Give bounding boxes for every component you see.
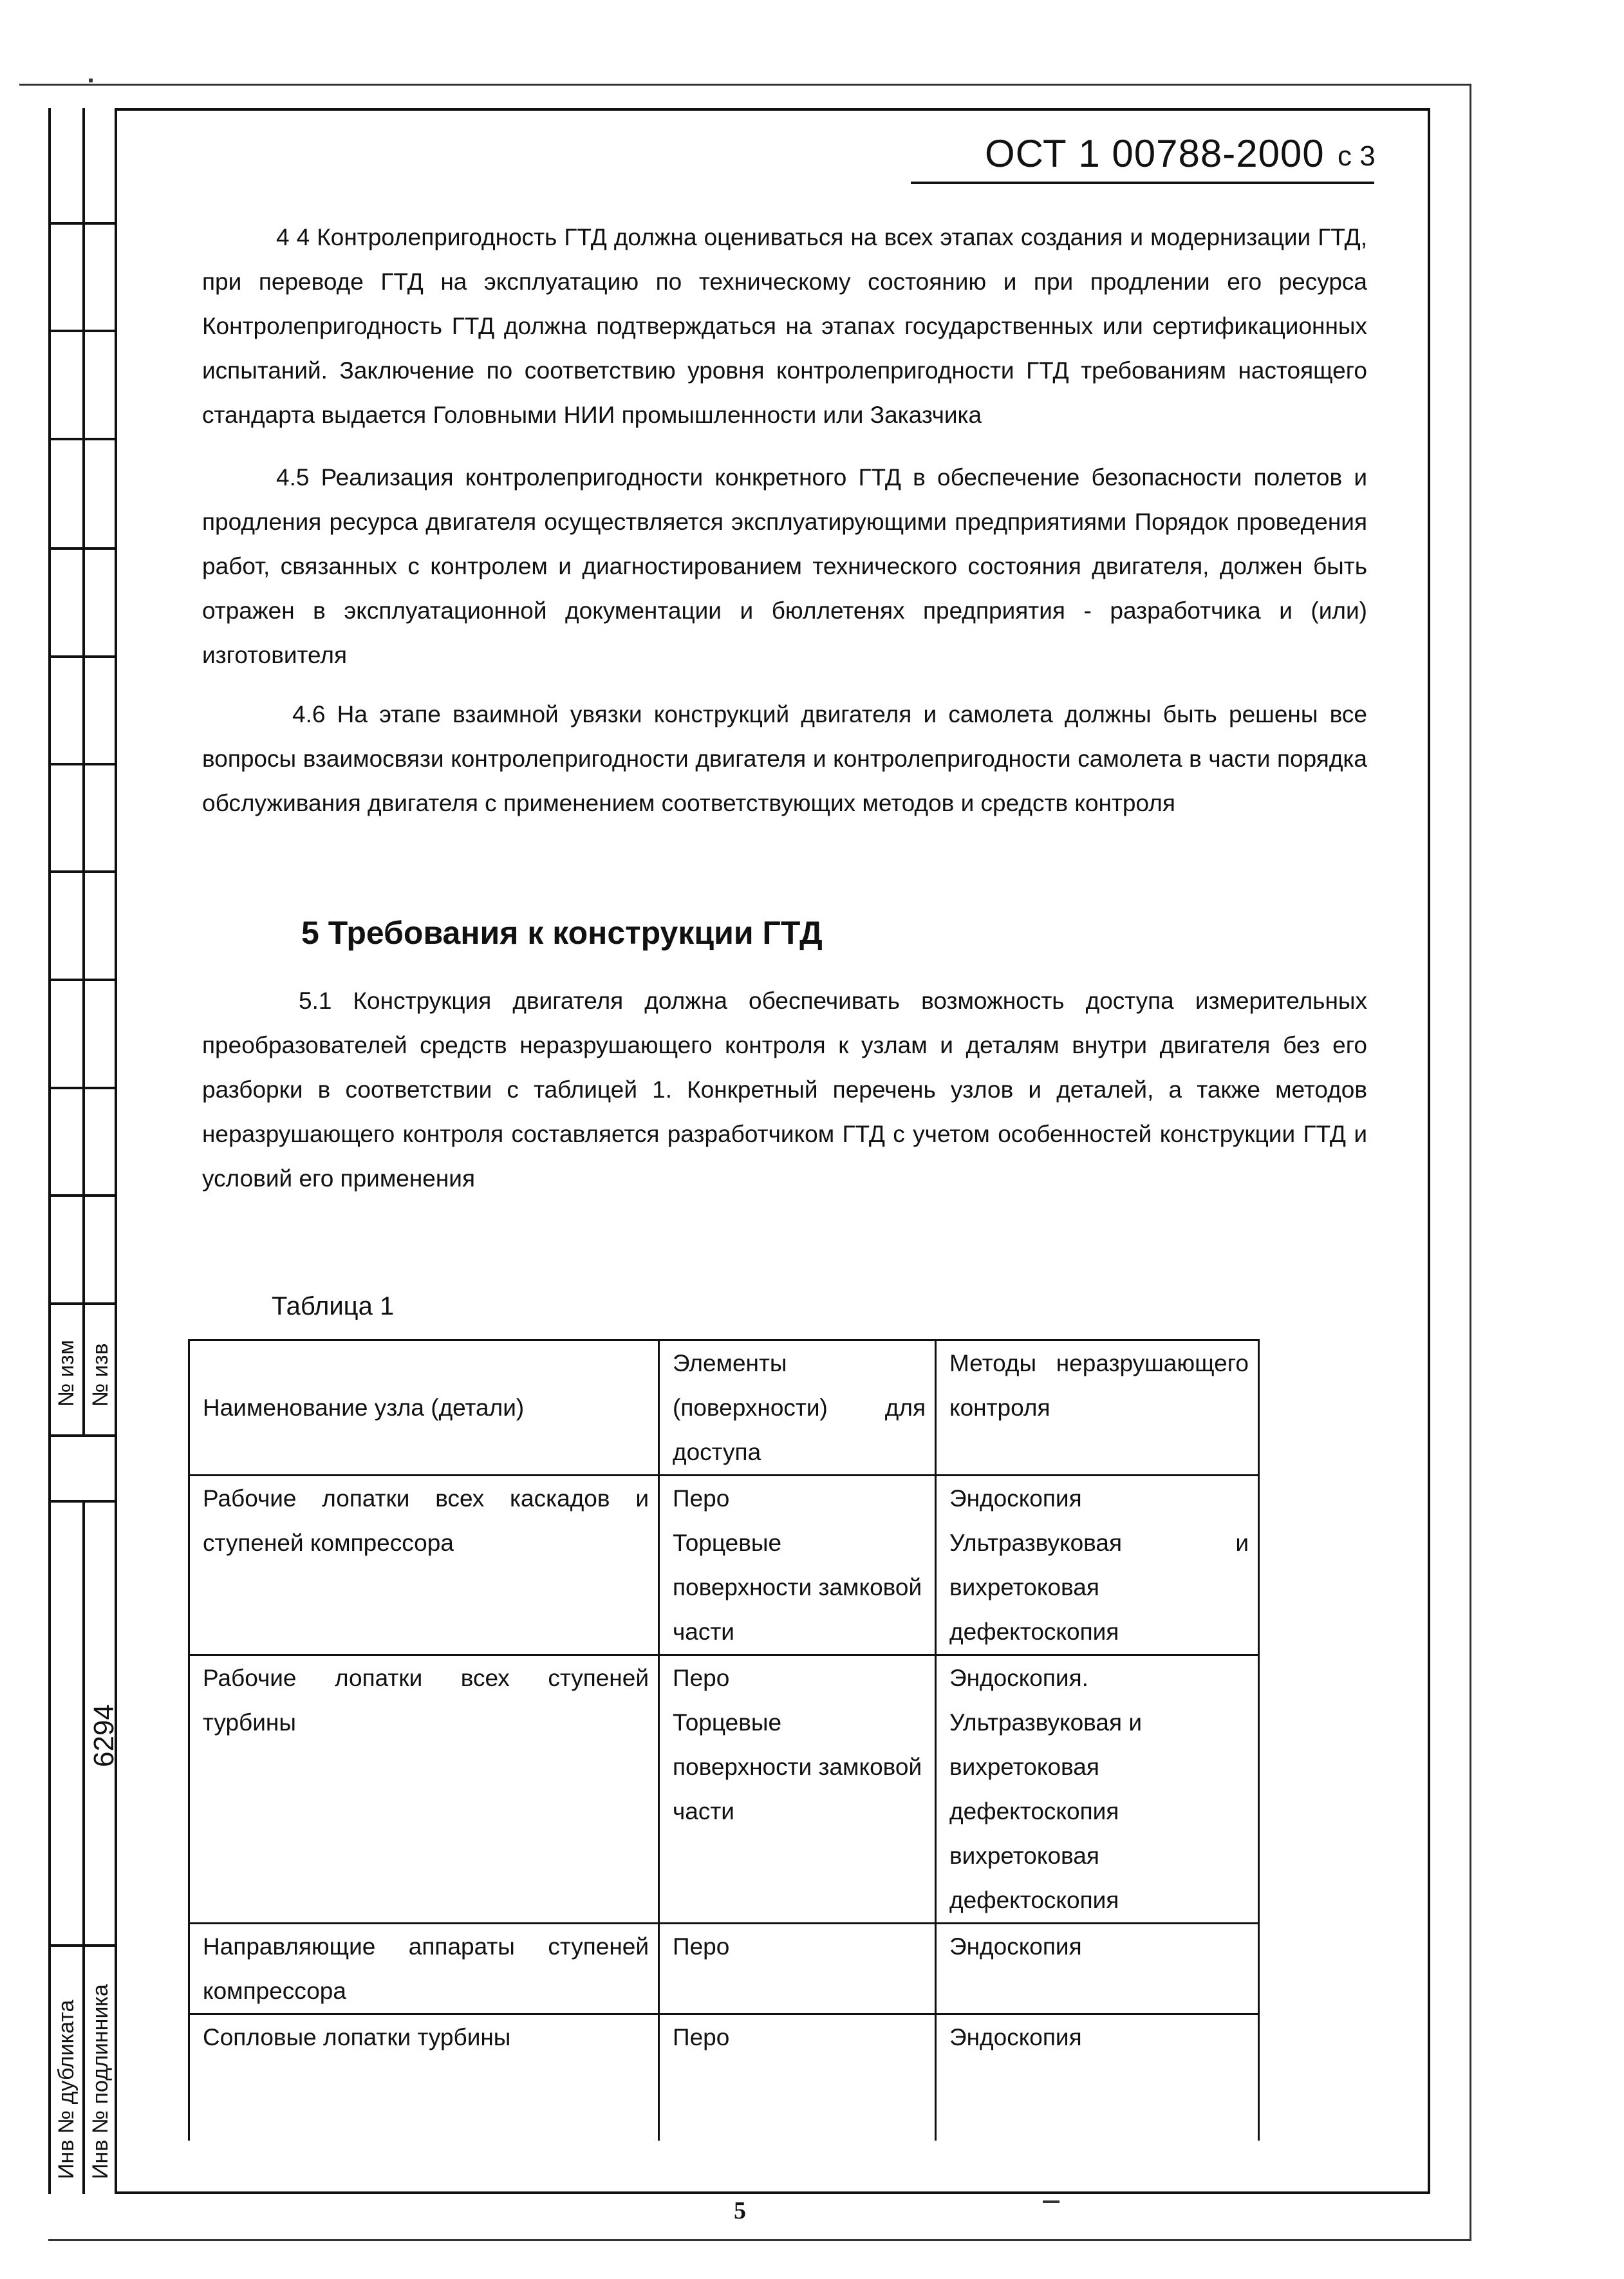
header-cell: Методы неразрушающего контроля xyxy=(936,1340,1259,1476)
table-cell: Перо xyxy=(659,2014,936,2141)
table-cell: Сопловые лопатки турбины xyxy=(189,2014,659,2141)
cell-line: Эндоскопия. xyxy=(949,1665,1088,1691)
strip-cell-line xyxy=(48,655,115,658)
inventory-number: 6294 xyxy=(88,1704,120,1767)
header-underline xyxy=(911,182,1374,184)
strip-mid-line-top xyxy=(82,108,85,1434)
strip-cell-line xyxy=(48,979,115,981)
cell-line: Перо xyxy=(673,1665,730,1691)
strip-mid-line-bottom xyxy=(82,1500,85,2194)
strip-cell-line xyxy=(48,870,115,873)
page-label: с 3 xyxy=(1338,140,1376,172)
cell-line: Ультразвуковая и вихретоковая дефектоскопия xyxy=(949,1530,1249,1645)
table-row xyxy=(189,1924,1259,2014)
no-izm-label: № изм xyxy=(54,1340,79,1407)
strip-cell-line xyxy=(48,1087,115,1089)
cell-line: Ультразвуковая и вихретоковая дефектоскопия xyxy=(949,1709,1142,1824)
strip-outer-line xyxy=(48,108,51,2194)
strip-cell-line xyxy=(48,547,115,550)
page-number: 5 xyxy=(734,2197,746,2224)
strip-cell-line xyxy=(48,1302,115,1305)
table-cell: Перо xyxy=(659,1924,936,2014)
section-title: 5 Требования к конструкции ГТД xyxy=(301,915,823,951)
strip-cell-line xyxy=(48,1194,115,1197)
paragraph-4-5-text: 4.5 Реализация контролепригодности конкретного ГТД в обеспечение безопасности полетов и продления ресурса двигателя осуществляется эксплуатирующими предприятиями Порядок проведения работ, связанных с контролем и диагностированием технического состояния двигателя, должен быть отражен в эксплуатационной документации и бюллетенях предприятия - разработчика и (или) изготовителя xyxy=(202,464,1367,668)
cell-line: Перо xyxy=(673,1485,730,1512)
scan-top-edge xyxy=(19,84,1471,86)
table-cell: Направляющие аппараты ступеней компрессора xyxy=(189,1924,659,2014)
cell-line: Эндоскопия xyxy=(949,1485,1082,1512)
no-izv-label: № изв xyxy=(88,1343,113,1407)
header-cell: Элементы (поверхности) для доступа xyxy=(659,1340,936,1476)
table-cell: Эндоскопия xyxy=(936,2014,1259,2141)
table-header-row xyxy=(189,1340,1259,1476)
strip-cell-line xyxy=(48,222,115,225)
paragraph-5-1 xyxy=(202,979,1367,1201)
table-row xyxy=(189,1655,1259,1924)
table-cell: Рабочие лопатки всех каскадов и ступеней компрессора xyxy=(189,1476,659,1655)
strip-cell-line xyxy=(48,1944,115,1947)
table-cell xyxy=(936,1476,1259,1655)
table-1 xyxy=(188,1339,1260,2141)
cell-line: вихретоковая дефектоскопия xyxy=(949,1843,1119,1913)
cell-line: Торцевые поверхности замковой части xyxy=(673,1530,922,1645)
strip-cell-line xyxy=(48,438,115,440)
table-caption: Таблица 1 xyxy=(272,1292,395,1320)
scan-right-edge xyxy=(1470,84,1471,2240)
inv-original-label: Инв № подлинника xyxy=(88,1984,113,2179)
table-cell xyxy=(936,1655,1259,1924)
table-cell xyxy=(659,1476,936,1655)
scan-mark xyxy=(1043,2200,1059,2203)
table-cell xyxy=(659,1655,936,1924)
header-cell: Наименование узла (детали) xyxy=(189,1340,659,1476)
scan-bottom-edge xyxy=(48,2239,1471,2241)
table-row xyxy=(189,2014,1259,2141)
paragraph-5-1-text: 5.1 Конструкция двигателя должна обеспечивать возможность доступа измерительных преобразователей средств неразрушающего контроля к узлам и деталям внутри двигателя без его разборки в соответствии с таблицей 1. Конкретный перечень узлов и деталей, а также методов неразрушающего контроля составляется разработчиком ГТД с учетом особенностей конструкции ГТД и условий его применения xyxy=(202,988,1367,1192)
table-cell: Рабочие лопатки всех ступеней турбины xyxy=(189,1655,659,1924)
inv-duplicate-label: Инв № дубликата xyxy=(54,2000,79,2179)
cell-line: Торцевые поверхности замковой части xyxy=(673,1709,922,1824)
strip-cell-line xyxy=(48,1434,115,1437)
standard-designation: ОСТ 1 00788-2000 xyxy=(985,132,1325,175)
table-row xyxy=(189,1476,1259,1655)
paragraph-4-5 xyxy=(202,455,1367,677)
strip-cell-line xyxy=(48,763,115,765)
strip-cell-line xyxy=(48,330,115,332)
paragraph-4-4-text: 4 4 Контролепригодность ГТД должна оцениваться на всех этапах создания и модернизации ГТД, при переводе ГТД на эксплуатацию по техническому состоянию и при продлении его ресурса Контролепригодность ГТД должна подтверждаться на этапах государственных или сертификационных испытаний. Заключение по соответствию уровня контролепригодности ГТД требованиям настоящего стандарта выдается Головными НИИ промышленности или Заказчика xyxy=(202,224,1367,428)
table-cell: Эндоскопия xyxy=(936,1924,1259,2014)
strip-cell-line xyxy=(48,1500,115,1503)
paragraph-4-4 xyxy=(202,215,1367,437)
paragraph-4-6 xyxy=(202,692,1367,825)
scan-mark xyxy=(89,79,93,82)
paragraph-4-6-text: 4.6 На этапе взаимной увязки конструкций двигателя и самолета должны быть решены все вопросы взаимосвязи контролепригодности двигателя и контролепригодности самолета в части порядка обслуживания двигателя с применением соответствующих методов и средств контроля xyxy=(202,701,1367,816)
